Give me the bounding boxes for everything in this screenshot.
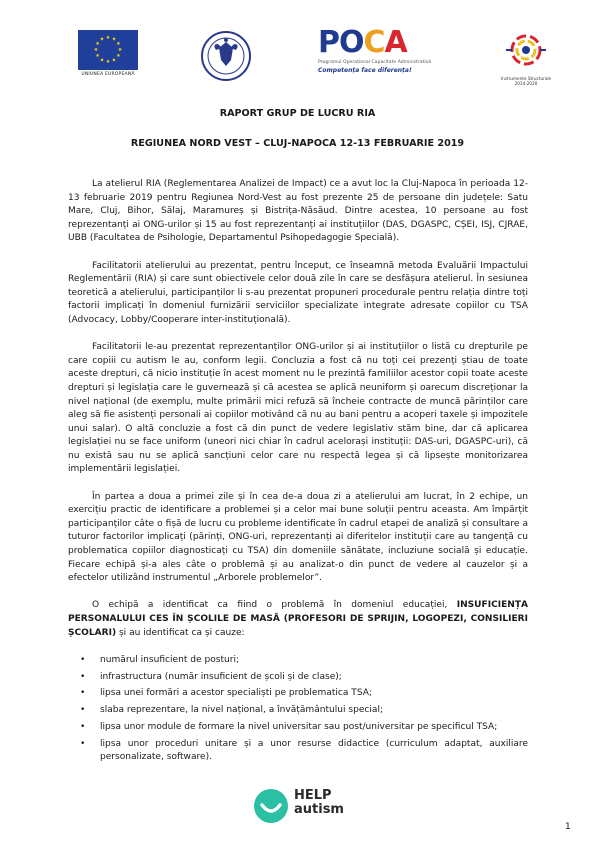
poca-wordmark: [318, 25, 442, 60]
cause-text: infrastructura (număr insuficient de școli și de clase);: [100, 671, 342, 682]
list-item: [80, 721, 528, 735]
bullet-icon: •: [80, 671, 86, 682]
help-autism-icon: [252, 787, 290, 825]
causes-list: [68, 654, 528, 765]
bullet-icon: •: [80, 705, 86, 716]
svg-text:★: ★: [116, 41, 121, 47]
government-crest-icon: [200, 30, 252, 82]
government-seal: [200, 30, 252, 82]
report-subtitle: REGIUNEA NORD VEST – CLUJ-NAPOCA 12-13 FEBRUARIE 2019: [130, 138, 465, 149]
list-item: [80, 738, 528, 765]
eu-logo: [76, 30, 140, 77]
svg-text:★: ★: [99, 57, 105, 64]
svg-text:★: ★: [93, 47, 99, 53]
svg-text:★: ★: [111, 57, 117, 64]
bullet-icon: •: [80, 654, 86, 665]
help-word: HELP: [294, 788, 332, 803]
svg-text:★: ★: [105, 35, 111, 41]
svg-text:★: ★: [95, 53, 100, 59]
cause-text: slaba reprezentare, la nivel național, a învățământului special;: [100, 705, 384, 716]
poca-letter-a: A: [384, 25, 407, 60]
report-body: [68, 178, 528, 768]
cause-text: lipsa unei formări a acestor specialiști pe problematica TSA;: [100, 688, 372, 699]
poca-subtitle: Programul Operațional Capacitate Administrativă: [318, 60, 432, 65]
help-autism-wordmark: [294, 789, 344, 817]
help-autism-logo: [252, 785, 352, 829]
paragraph-4: În partea a doua a primei zile și în cea de-a doua zi a atelierului am lucrat, în 2 echipe, un exercițiu practic de identificare a problemei și a celor mai bune soluții pentru aceasta. Am împărțit participanților câte o fișă de lucru cu probleme identificate în cadrul etapei de analiză și consultare a tuturor factorilor implicați (părinți, ONG-uri, reprezentanți ai diferitelor instituții care au tangență cu problematica copiilor diagnosticați cu TSA) din domeniile sănătate, incluziune socială și educație. Fiecare echipă și-a ales câte o problemă și au analizat-o din punct de vedere al cauzelor și a efectelor utilizând instrumentul „Arborele problemelor”.: [68, 491, 528, 584]
bullet-icon: •: [80, 721, 86, 732]
list-item: [80, 654, 528, 668]
list-item: [80, 687, 528, 701]
cause-text: lipsa unor module de formare la nivel universitar sau post/universitar pe specificul TSA;: [100, 721, 498, 732]
list-item: [80, 671, 528, 685]
header-logos: [0, 24, 595, 84]
poca-logo: [318, 25, 442, 74]
eu-flag-icon: [78, 30, 138, 70]
cause-text: lipsa unor proceduri unitare și a unor resurse didactice (curriculum adaptat, auxiliare personalizate, software).: [100, 738, 528, 763]
paragraph-1: La atelierul RIA (Reglementarea Analizei de Impact) ce a avut loc la Cluj-Napoca în perioada 12-13 februarie 2019 pentru Regiunea Nord-Vest au fost prezente 25 de persoane din județele: Satu Mare, Cluj, Bihor, Sălaj, Maramureș și Bistrița-Năsăud. Dintre acestea, 10 persoane au fost reprezentanți ai ONG-urilor și 15 au fost reprezentanți ai instituțiilor (DAS, DGASPC, CȘEI, ISJ, CJRAE, UBB (Facultatea de Psihologie, Departamentul Psihopedagogie Specială).: [68, 179, 528, 244]
report-title: RAPORT GRUP DE LUCRU RIA: [219, 108, 376, 119]
poca-letters-po: PO: [318, 25, 364, 60]
paragraph-5-emphasis: INSUFICIENȚA PERSONALULUI CES ÎN ȘCOLILE DE MASĂ (PROFESORI DE SPRIJIN, LOGOPEZI, CONSILIERI ȘCOLARI): [68, 600, 528, 638]
svg-text:★: ★: [111, 36, 117, 43]
bullet-icon: •: [80, 688, 86, 699]
svg-text:★: ★: [117, 47, 123, 53]
bullet-icon: •: [80, 738, 86, 749]
structural-instruments-caption: Instrumente Structurale 2014-2020: [500, 76, 552, 86]
list-item: [80, 704, 528, 718]
svg-text:★: ★: [95, 41, 100, 47]
eu-caption: UNIUNEA EUROPEANĂ: [81, 72, 135, 77]
paragraph-2: Facilitatorii atelierului au prezentat, pentru început, ce înseamnă metoda Evaluării Impactului Reglementării (RIA) și care sunt obiectivele celor două zile în care se desfășura atelierul. În sesiunea teoretică a atelierului, participanților li s-au prezentat propuneri procedurale pentru relația dintre toți factorii implicați în domeniul furnizării serviciilor specializate integrate adresate copiilor cu TSA (Advocacy, Lobby/Cooperare inter-instituțională).: [68, 260, 528, 325]
poca-letter-c: C: [363, 25, 385, 60]
structural-instruments-icon: [498, 30, 554, 70]
cause-text: numărul insuficient de posturi;: [100, 654, 240, 665]
page-number: 1: [565, 822, 571, 832]
paragraph-3: Facilitatorii le-au prezentat reprezentanților ONG-urilor și ai instituțiilor o listă cu drepturile pe care copiii cu autism le au, conform legii. Concluzia a fost că nu toți cei prezenți știau de toate aceste drepturi, că nicio instituție în acest moment nu le prezintă familiilor acestor copii toate aceste drepturi și legislația care le guvernează și că acestea se aplică neuniform și oarecum discreționar la nivel național (de exemplu, multe primării mici refuză să încheie contracte de muncă părinților care aleg să fie asistenți personali ai copiilor motivând că nu au bani pentru a acoperi taxele și impozitele unui salar). O altă concluzie a fost că din punct de vedere legislativ stăm bine, dar că aplicarea legislației nu se face uniform (uneori nici chiar în cadrul acelorași instituții: DAS-uri, DGASPC-uri), că nu există sau nu se aplică sancțiuni celor care nu respectă legea și că lipsește monitorizarea implementării legislației.: [68, 342, 528, 475]
svg-text:★: ★: [105, 59, 111, 65]
poca-tagline: Competența face diferența!: [318, 66, 412, 74]
paragraph-5-start: O echipă a identificat ca fiind o problemă în domeniul educației,: [92, 600, 457, 611]
paragraph-5: [68, 599, 528, 640]
paragraph-5-end: și au identificat ca și cauze:: [116, 627, 245, 638]
svg-text:★: ★: [99, 36, 105, 43]
autism-word: autism: [294, 802, 344, 817]
svg-text:★: ★: [116, 53, 121, 59]
structural-instruments-logo: [498, 30, 554, 86]
